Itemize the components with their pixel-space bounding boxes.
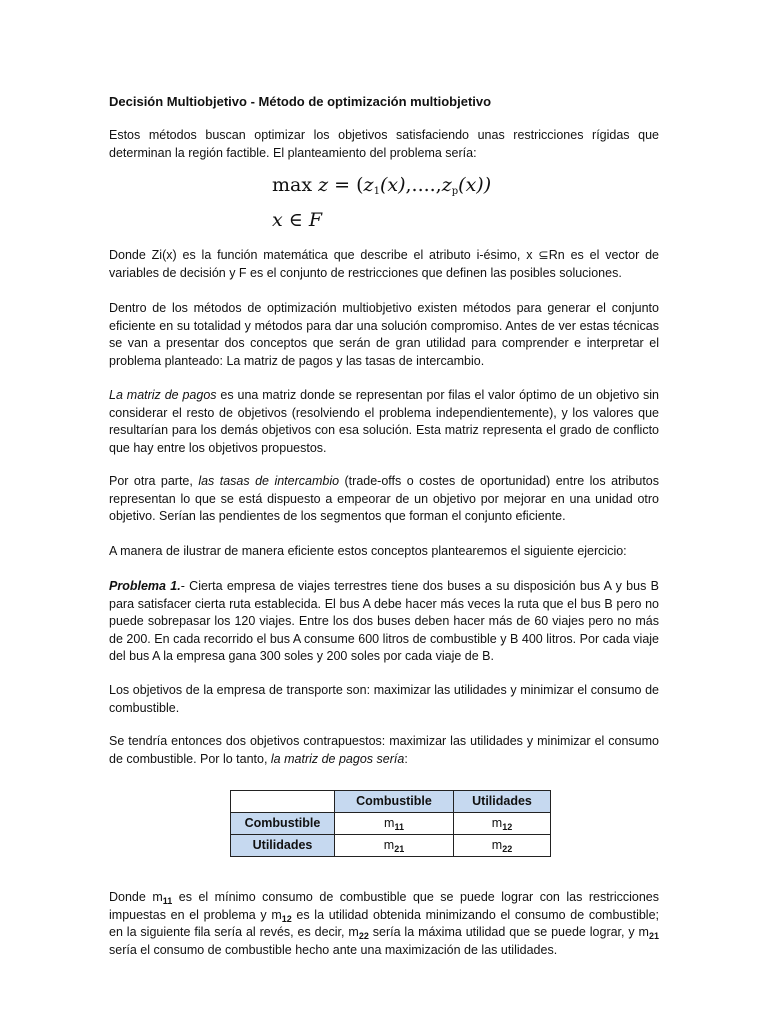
subset-symbol: ⊆ [538, 248, 549, 262]
matriz-paragraph: La matriz de pagos es una matriz donde se representan por filas el valor óptimo de un objetivo sin considerar el resto de objetivos (resolviendo el problema independientemente), y los valores que resultarían para los demás objetivos con esa solución. Esta matriz representa el grado de conflicto que hay entre los objetivos propuestos. [109, 388, 660, 455]
tasas-paragraph: Por otra parte, las tasas de intercambio (trade-offs o costes de oportunidad) entre los atributos representan lo que se está dispuesto a empeorar de un objetivo por mejorar en una unidad otro objetivo. Serían las pendientes de los segmentos que forman el conjunto eficiente. [109, 474, 660, 523]
table-header-row [231, 791, 551, 813]
formula-zp: z [441, 174, 452, 196]
table-cell: $m_{21}$ [335, 835, 454, 857]
formula-z: z [318, 174, 329, 196]
table-header-cell: Utilidades [454, 791, 551, 813]
donde-line-2: variables de decisión y F es el conjunto de restricciones que definen las posibles soluciones. [109, 265, 622, 280]
formula-z1-sub: 1 [373, 186, 380, 197]
matriz-pagos-term: la matriz de pagos sería [270, 751, 405, 766]
formula-close: (x)) [458, 174, 492, 196]
formula-max: max [272, 174, 313, 196]
formula-line-1 [272, 172, 532, 198]
table-header-cell: Combustible [335, 791, 454, 813]
donde-line-1: Donde Zi(x) es la función matemática que describe el atributo i-ésimo, x ⊆Rn es el vector de [109, 248, 659, 262]
formula-dots: ,...., [405, 174, 442, 196]
table-cell: $m_{12}$ [454, 813, 551, 835]
dentro-paragraph: Dentro de los métodos de optimización multiobjetivo existen métodos para generar el conjunto eficiente en su totalidad y métodos para dar una solución compromiso. Antes de ver estas técnicas se van a presentar dos conceptos que serán de gran utilidad para comprender e interpretar el problema planteado: La matriz de pagos y las tasas de intercambio. [109, 301, 659, 368]
formula-constraint: x ∈ F [272, 209, 323, 231]
payoff-matrix-table [230, 790, 551, 857]
document-title: Decisión Multiobjetivo - Método de optimización multiobjetivo [109, 94, 492, 109]
problema-paragraph: Problema 1.- Cierta empresa de viajes terrestres tiene dos buses a su disposición bus A y bus B para satisfacer cierta ruta establecida. El bus A debe hacer más veces la ruta que el bus B pero no puede sobrepasar los 120 viajes. Entre los dos buses deben hacer más de 60 viajes pero no más de 200. En cada recorrido el bus A consume 600 litros de combustible y B 400 litros. Por cada viaje del bus A la empresa gana 300 soles y 200 soles por cada viaje de B. [109, 579, 659, 663]
formula-eq: = ( [334, 174, 364, 196]
table-corner-cell [231, 791, 335, 813]
tasas-term: las tasas de intercambio [198, 474, 340, 488]
table-row [231, 835, 551, 857]
problema-label: Problema 1. [109, 579, 181, 593]
table-cell: $m_{11}$ [335, 813, 454, 835]
intro-paragraph: Estos métodos buscan optimizar los objetivos satisfaciendo unas restricciones rígidas que determinan la región factible. El planteamiento del problema sería: [109, 128, 659, 160]
tendria-paragraph: Se tendría entonces dos objetivos contrapuestos: maximizar las utilidades y minimizar el consumo de combustible. Por lo tanto, la matriz de pagos sería: [109, 734, 659, 766]
table-row-label: Utilidades [231, 835, 335, 857]
objetivos-paragraph: Los objetivos de la empresa de transporte son: maximizar las utilidades y minimizar el consumo de combustible. [109, 683, 659, 715]
formula-z1: z [363, 174, 374, 196]
formula-zp-sub: p [451, 186, 459, 197]
final-paragraph: Donde $m_{11}$ es el mínimo consumo de combustible que se puede lograr con las restricciones impuestas en el problema y $m_{12}$ es la utilidad obtenida minimizando el consumo de combustible; en la siguiente fila sería al revés, es decir, $m_{22}$ sería la máxima utilidad que se puede lograr, y $m_{21}$ sería el consumo de combustible hecho ante una maximización de las utilidades. [109, 890, 660, 957]
table-row [231, 813, 551, 835]
matriz-term: La matriz de pagos [109, 388, 217, 402]
formula-x-arg: (x) [379, 174, 406, 196]
donde-paragraph [109, 247, 659, 282]
table-cell: $m_{22}$ [454, 835, 551, 857]
ilustrar-paragraph: A manera de ilustrar de manera eficiente estos conceptos plantearemos el siguiente ejercicio: [109, 544, 627, 558]
table-row-label: Combustible [231, 813, 335, 835]
formula-line-2 [272, 207, 392, 233]
